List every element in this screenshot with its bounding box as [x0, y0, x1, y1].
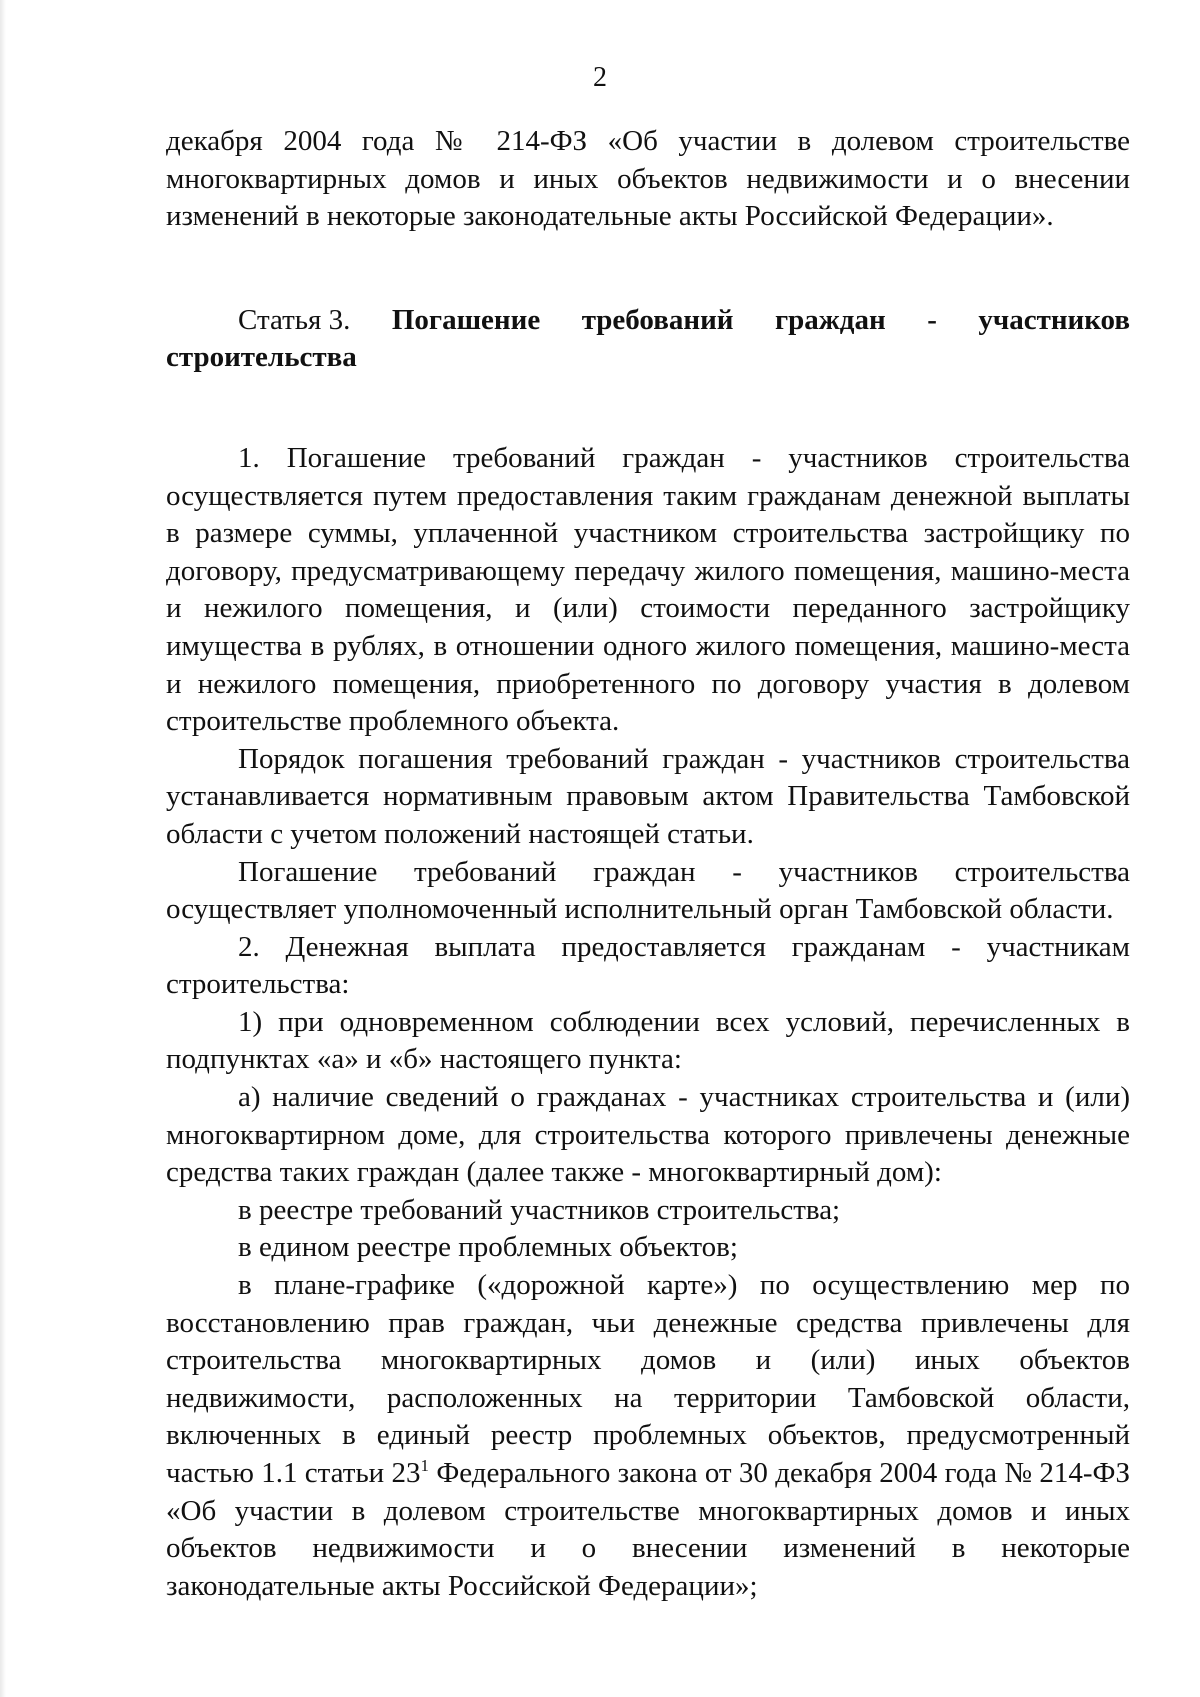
- intro-paragraph: декабря 2004 года № 214-ФЗ «Об участии в долевом строительстве многоквартирных домов и иных объектов недвижимости и о внесении изменений в некоторые законодательные акты Российской Федерации».: [166, 125, 1130, 233]
- subitem-a: а) наличие сведений о гражданах - участниках строительства и (или) многоквартирном доме, для строительства которого привлечены денежные средства таких граждан (далее также - многоквартирный дом):: [166, 1081, 1130, 1189]
- article-heading-line: [166, 302, 1130, 340]
- paragraph-2: 2. Денежная выплата предоставляется гражданам - участникам строительства:: [166, 930, 1130, 1001]
- article-title-word: участников: [978, 303, 1130, 336]
- page-number: 2: [593, 62, 607, 93]
- list-item-plan-schedule: [166, 1267, 1130, 1605]
- subitem-1: 1) при одновременном соблюдении всех условий, перечисленных в подпунктах «а» и «б» настоящего пункта:: [166, 1005, 1130, 1076]
- list-item-registry: в реестре требований участников строительства;: [238, 1193, 841, 1226]
- paragraph-procedure: Порядок погашения требований граждан - участников строительства устанавливается нормативным правовым актом Правительства Тамбовской области с учетом положений настоящей статьи.: [166, 742, 1130, 850]
- article-title-word: требований: [581, 303, 734, 336]
- scan-edge-shadow: [0, 0, 6, 1697]
- list-item-unified-registry: в едином реестре проблемных объектов;: [238, 1231, 738, 1264]
- article-title-word: Погашение: [391, 303, 541, 336]
- superscript-marker: 1: [420, 1456, 430, 1475]
- article-title-word: граждан: [774, 303, 886, 336]
- article-label: Статья 3.: [238, 303, 351, 336]
- document-body: [166, 123, 1130, 1605]
- plan-text-part-1: в плане-графике («дорожной карте») по осуществлению мер по восстановлению прав граждан, чьи денежные средства привлечены для строительства многоквартирных домов и (или) иных объектов недвижимости, расположенных на территории Тамбовской области, включенных в единый реестр проблемных объектов, предусмотренный частью 1.1 статьи 23: [166, 1269, 1130, 1489]
- paragraph-authority: Погашение требований граждан - участников строительства осуществляет уполномоченный исполнительный орган Тамбовской области.: [166, 855, 1130, 926]
- plan-text-part-2: Федерального закона от 30 декабря 2004 года № 214-ФЗ «Об участии в долевом строительстве многоквартирных домов и иных объектов недвижимости и о внесении изменений в некоторые законодательные акты Российской Федерации»;: [166, 1457, 1130, 1602]
- paragraph-1: 1. Погашение требований граждан - участников строительства осуществляется путем предоставления таким гражданам денежной выплаты в размере суммы, уплаченной участником строительства застройщику по договору, предусматривающему передачу жилого помещения, машино-места и нежилого помещения, и (или) стоимости переданного застройщику имущества в рублях, в отношении одного жилого помещения, машино-места и нежилого помещения, приобретенного по договору участия в долевом строительстве проблемного объекта.: [166, 441, 1130, 738]
- article-heading: [166, 302, 1130, 377]
- article-title-word: -: [927, 303, 937, 336]
- article-title-continuation: строительства: [166, 341, 357, 374]
